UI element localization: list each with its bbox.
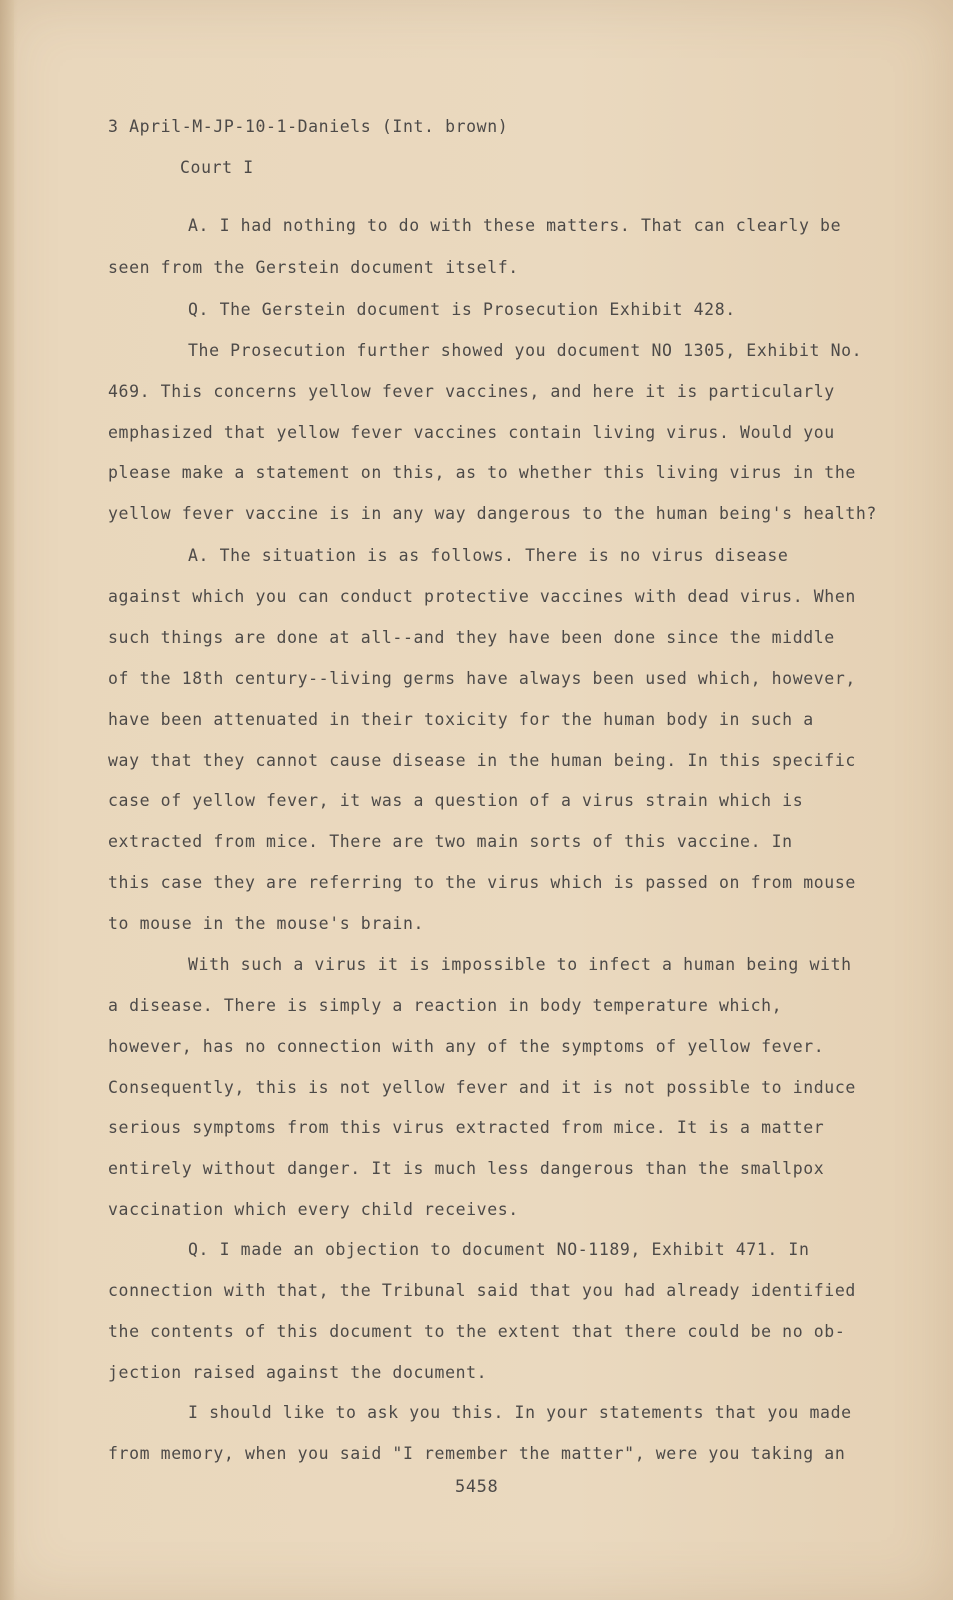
body-line: yellow fever vaccine is in any way dangerous to the human being's health?	[108, 504, 877, 523]
body-line: With such a virus it is impossible to infect a human being with	[188, 955, 852, 974]
body-line: serious symptoms from this virus extracted from mice. It is a matter	[108, 1118, 825, 1137]
body-line: case of yellow fever, it was a question of a virus strain which is	[108, 791, 804, 810]
body-line: however, has no connection with any of the symptoms of yellow fever.	[108, 1037, 825, 1056]
body-line: A. I had nothing to do with these matters. That can clearly be	[188, 216, 842, 235]
body-line: entirely without danger. It is much less dangerous than the smallpox	[108, 1159, 825, 1178]
body-line: a disease. There is simply a reaction in body temperature which,	[108, 996, 783, 1015]
body-line: jection raised against the document.	[108, 1363, 488, 1382]
paper-edge	[0, 0, 14, 1600]
body-line: Q. The Gerstein document is Prosecution Exhibit 428.	[188, 300, 736, 319]
header-reference: 3 April-M-JP-10-1-Daniels (Int. brown)	[108, 117, 509, 136]
court-label: Court I	[180, 158, 254, 177]
body-line: have been attenuated in their toxicity for the human body in such a	[108, 710, 814, 729]
body-line: from memory, when you said "I remember the matter", were you taking an	[108, 1444, 846, 1463]
body-line: to mouse in the mouse's brain.	[108, 914, 425, 933]
body-line: way that they cannot cause disease in the human being. In this specific	[108, 751, 856, 770]
body-line: vaccination which every child receives.	[108, 1200, 519, 1219]
body-line: seen from the Gerstein document itself.	[108, 258, 519, 277]
body-line: please make a statement on this, as to whether this living virus in the	[108, 463, 856, 482]
body-line: connection with that, the Tribunal said that you had already identified	[108, 1281, 856, 1300]
body-line: The Prosecution further showed you document NO 1305, Exhibit No.	[188, 341, 863, 360]
page-number: 5458	[455, 1477, 499, 1497]
body-line: extracted from mice. There are two main sorts of this vaccine. In	[108, 832, 793, 851]
body-line: of the 18th century--living germs have always been used which, however,	[108, 669, 856, 688]
body-line: I should like to ask you this. In your statements that you made	[188, 1403, 852, 1422]
body-line: Consequently, this is not yellow fever and it is not possible to induce	[108, 1078, 856, 1097]
body-line: A. The situation is as follows. There is no virus disease	[188, 546, 789, 565]
body-line: against which you can conduct protective vaccines with dead virus. When	[108, 587, 856, 606]
body-line: 469. This concerns yellow fever vaccines, and here it is particularly	[108, 382, 835, 401]
body-line: emphasized that yellow fever vaccines contain living virus. Would you	[108, 423, 835, 442]
body-line: Q. I made an objection to document NO-1189, Exhibit 471. In	[188, 1240, 810, 1259]
body-line: the contents of this document to the extent that there could be no ob-	[108, 1322, 846, 1341]
body-line: this case they are referring to the virus which is passed on from mouse	[108, 873, 856, 892]
body-line: such things are done at all--and they have been done since the middle	[108, 628, 835, 647]
